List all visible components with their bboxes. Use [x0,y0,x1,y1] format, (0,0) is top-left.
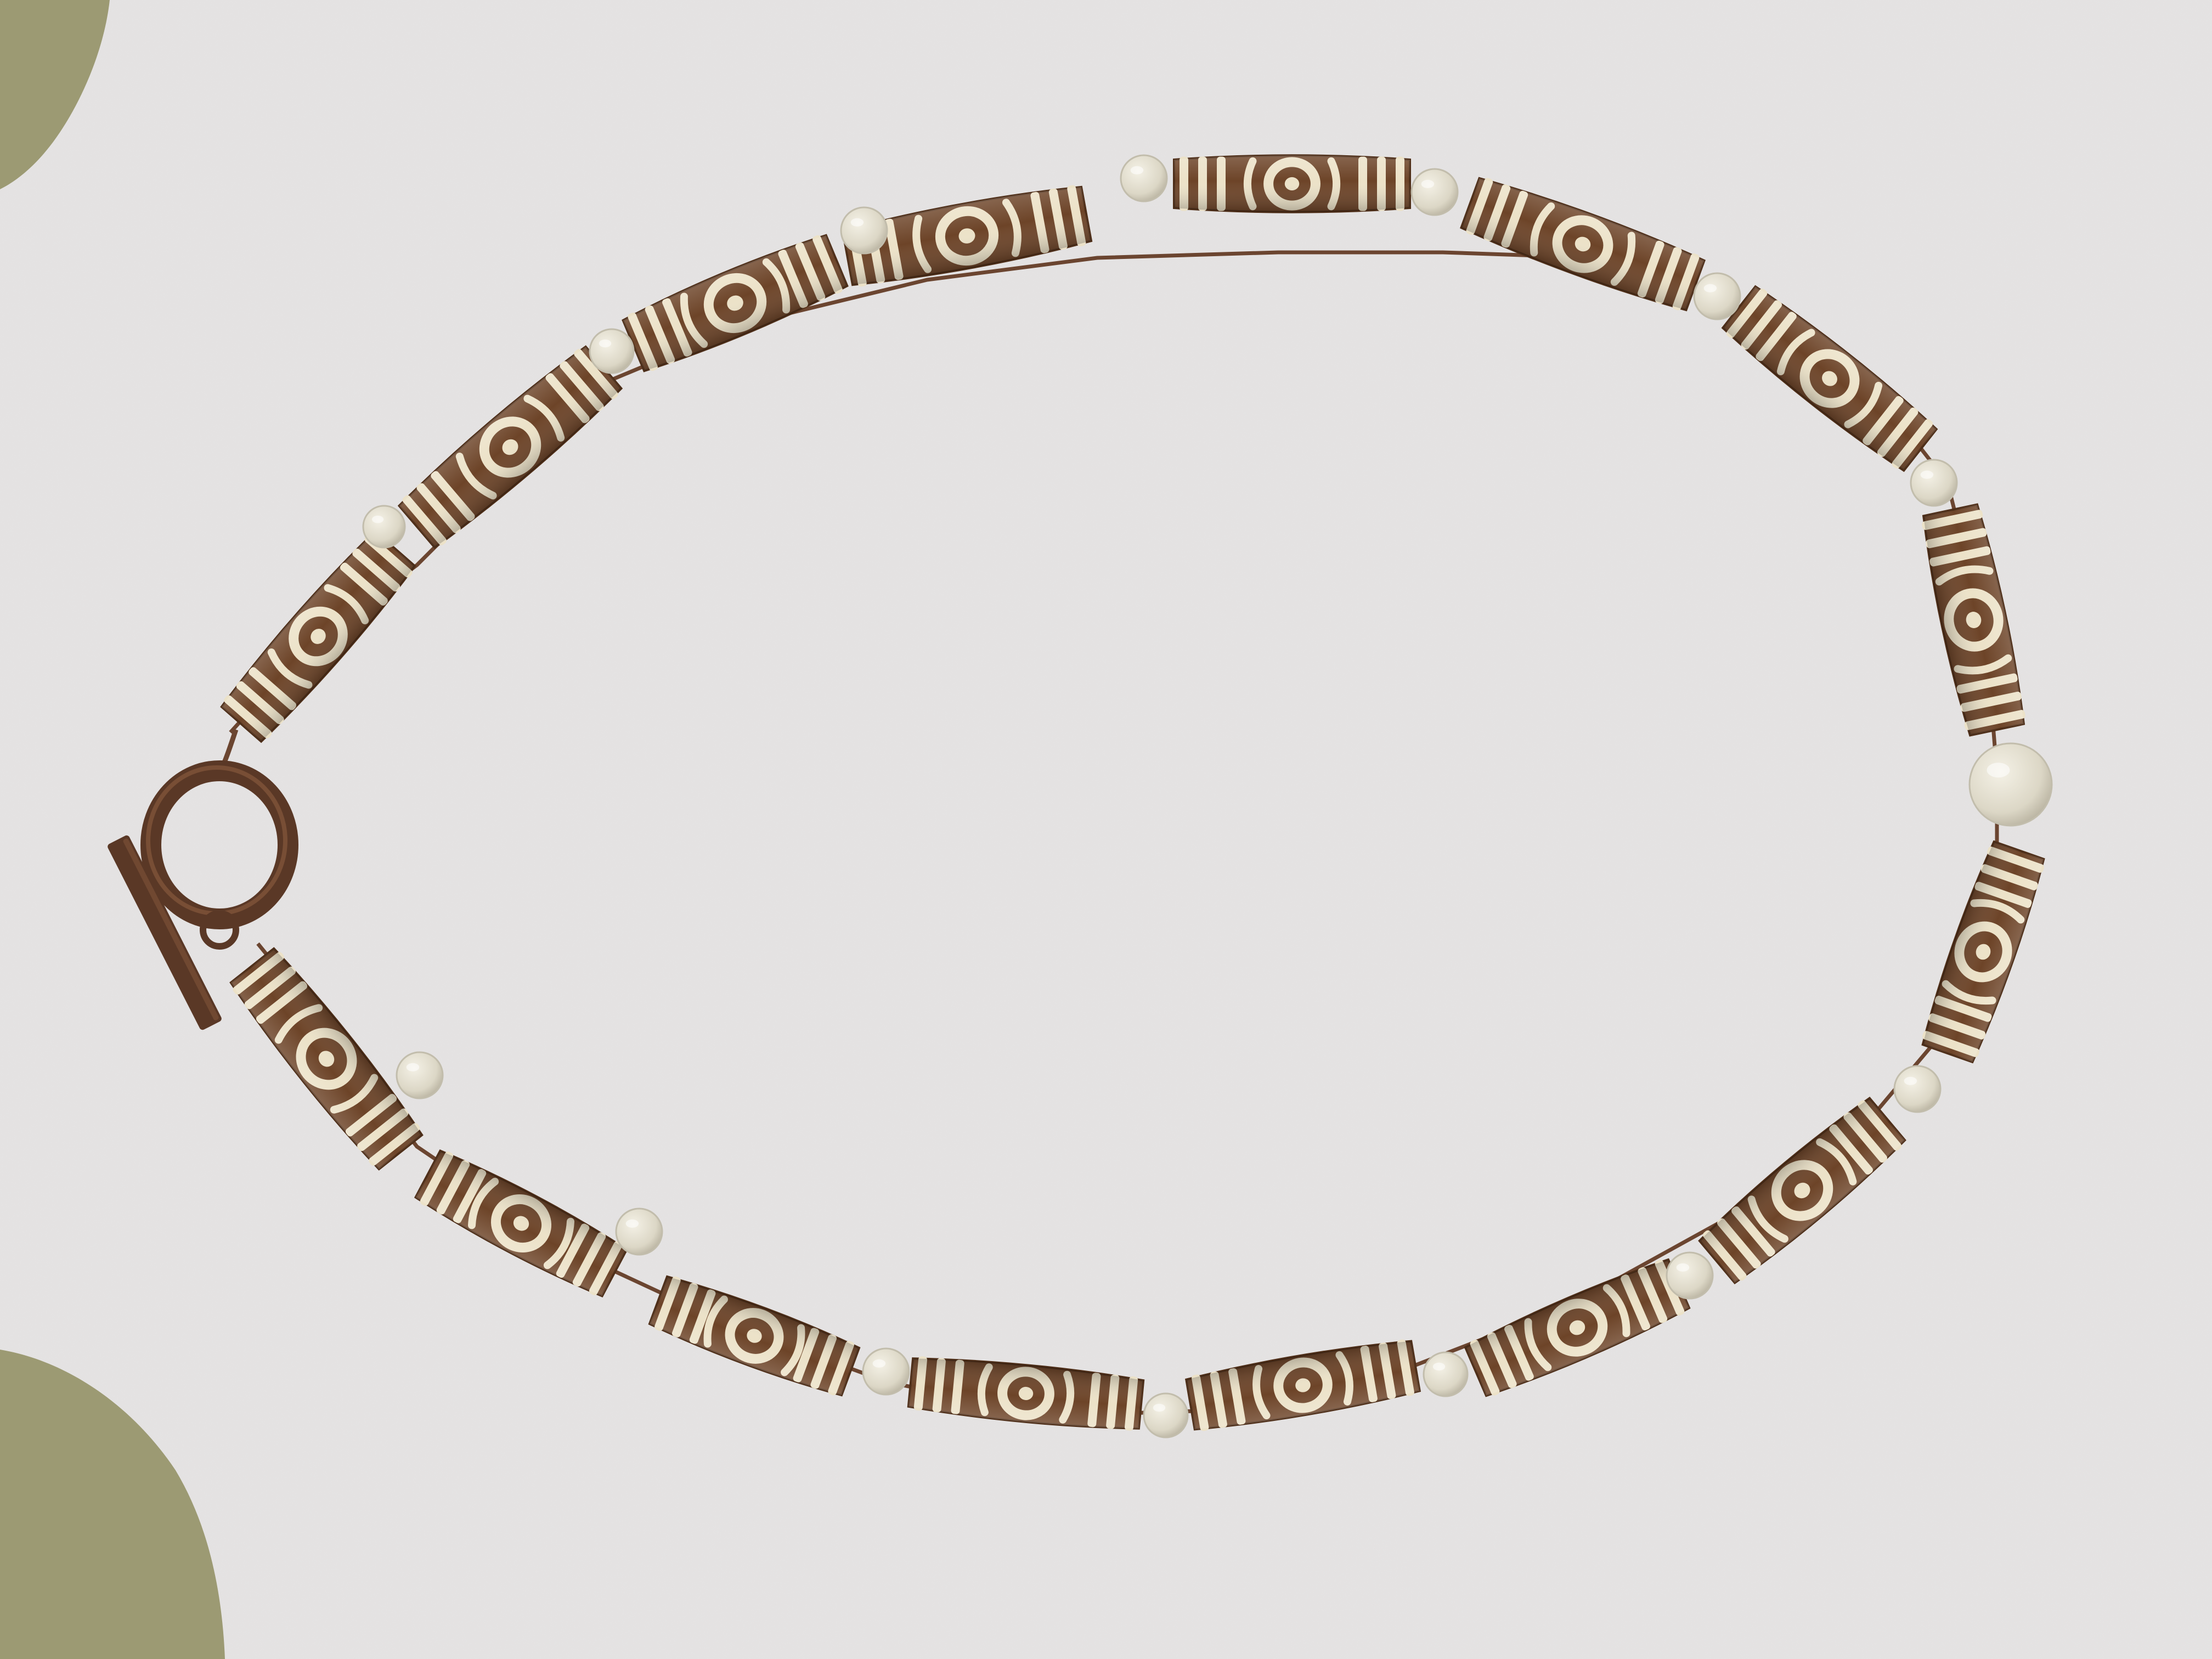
round-bead [590,329,634,373]
round-bead-body [1121,155,1167,201]
round-bead [1694,273,1740,319]
round-bead [1144,1393,1188,1437]
round-bead-glint [1904,1077,1917,1085]
tube-bead [1174,155,1410,212]
round-bead-body [1667,1252,1713,1299]
round-bead [863,1348,909,1395]
round-bead [1970,743,2052,826]
round-bead [1412,169,1458,215]
round-bead-body [1412,169,1458,215]
round-bead [1121,155,1167,201]
round-bead-glint [1153,1404,1165,1412]
round-bead-body [363,506,405,548]
round-bead-glint [1987,763,2010,777]
round-bead-glint [626,1220,639,1228]
round-bead-body [1694,273,1740,319]
tube-bead-shading [1174,155,1410,212]
round-bead [363,506,405,548]
round-bead-glint [1704,284,1717,292]
round-bead-body [841,207,887,253]
round-bead [397,1052,443,1098]
round-bead [1911,460,1957,506]
round-bead-glint [873,1359,886,1368]
round-bead [1424,1352,1468,1396]
round-bead [1894,1066,1940,1112]
round-bead [841,207,887,253]
round-bead-body [616,1209,662,1255]
round-bead [1667,1252,1713,1299]
round-bead-body [590,329,634,373]
round-bead-glint [599,340,611,347]
round-bead-body [1894,1066,1940,1112]
round-bead-glint [372,516,383,523]
round-bead-glint [407,1063,420,1071]
round-bead-body [1424,1352,1468,1396]
round-bead-body [863,1348,909,1395]
round-bead-body [1970,743,2052,826]
round-bead-body [397,1052,443,1098]
round-bead-glint [1131,166,1144,174]
round-bead-glint [1421,180,1435,188]
round-bead [616,1209,662,1255]
round-bead-glint [1921,471,1934,479]
round-bead-glint [1677,1263,1690,1272]
round-bead-body [1144,1393,1188,1437]
round-bead-glint [851,218,864,227]
round-bead-glint [1433,1363,1445,1370]
round-bead-body [1911,460,1957,506]
